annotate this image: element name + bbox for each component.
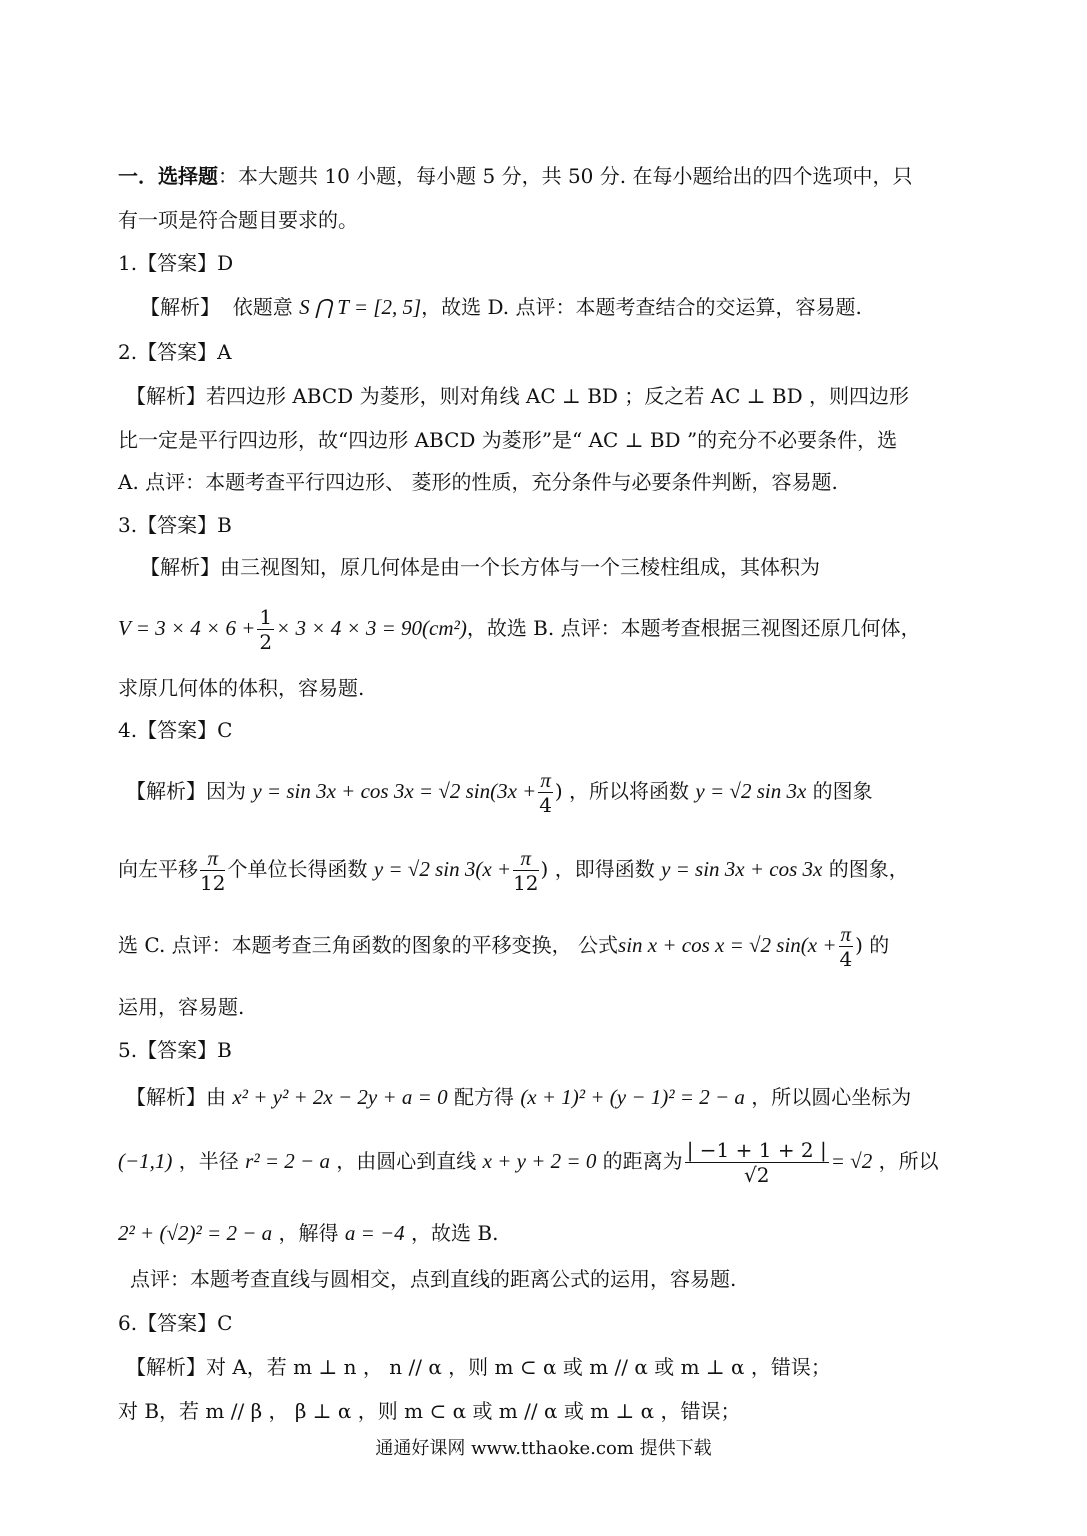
q5-text-2: 配方得 [447,1085,521,1109]
q6-answer: 6.【答案】C [118,1311,233,1335]
q5-text-6: 的距离为 [596,1149,683,1173]
q4-text-5: 个单位长得函数 [227,857,374,881]
q4-frac2-den: 12 [200,871,226,895]
q5-text-4: ，半径 [172,1149,246,1173]
q3-formula-a: V = 3 × 4 × 6 + [118,616,256,640]
q6-line-1: 【解析】对 A，若 m ⊥ n ， n // α ，则 m ⊂ α 或 m // α 或 m ⊥ α ，错误； [126,1355,831,1379]
q5-line-1 [126,1082,911,1112]
q4-formula-1: y = sin 3x + cos 3x = √2 sin(3x + [252,779,537,803]
q5-text-1: 【解析】由 [126,1085,233,1109]
q4-line-4: 运用，容易题. [118,995,245,1019]
q2-answer: 2.【答案】A [118,340,232,364]
q3-line-2 [118,598,921,658]
q4-fraction-1 [538,768,553,817]
q4-frac1-den: 4 [539,793,552,817]
q5-text-3: ，所以圆心坐标为 [744,1085,912,1109]
q4-line-1 [126,764,873,818]
q5-answer: 5.【答案】B [118,1038,232,1062]
q4-formula-5: sin x + cos x = √2 sin(x + [618,933,837,957]
q3-text-2: ，故选 B. 点评：本题考查根据三视图还原几何体， [466,616,921,640]
q5-line-3 [118,1218,498,1248]
q4-formula-2: y = √2 sin 3x [695,779,807,803]
q1-formula: S ⋂ T = [2, 5] [299,295,422,319]
q5-text-5: ，由圆心到直线 [329,1149,483,1173]
q3-fraction-num: 1 [259,605,273,629]
q2-line-3: A. 点评：本题考查平行四边形、 菱形的性质，充分条件与必要条件判断，容易题. [118,470,838,494]
q5-distance-fraction [685,1138,829,1187]
q5-formula-3: (−1,1) [118,1149,173,1173]
q4-fraction-3 [513,846,538,895]
q4-text-3: 的图象 [806,779,873,803]
q5-text-8: ，解得 [272,1221,345,1245]
q5-line-2 [118,1132,939,1190]
q4-frac3-num: π [513,846,538,871]
q4-text-4: 向左平移 [118,857,198,881]
q4-formula-4: y = sin 3x + cos 3x [661,857,823,881]
q1-tag: 【解析】 [140,295,220,319]
q4-fraction-2 [200,846,225,895]
q2-line-2: 比一定是平行四边形，故“四边形 ABCD 为菱形”是“ AC ⊥ BD ”的充分不必要条件，选 [118,428,898,452]
q4-text-6: ) ，即得函数 [540,857,662,881]
q3-fraction [257,605,274,654]
q4-fraction-4 [839,922,854,971]
q5-formula-8: a = −4 [344,1221,405,1245]
q4-formula-3: y = √2 sin 3(x + [373,857,512,881]
q4-text-7: 的图象， [822,857,909,881]
q5-formula-6: = √2 [830,1149,873,1173]
q5-formula-4: r² = 2 − a [245,1149,330,1173]
q5-line-4: 点评：本题考查直线与圆相交，点到直线的距离公式的运用，容易题. [130,1267,737,1291]
section-heading-text: ：本大题共 10 小题，每小题 5 分，共 50 分. 在每小题给出的四个选项中，只 [218,164,913,188]
q3-line-3: 求原几何体的体积，容易题. [118,676,365,700]
q5-text-9: ，故选 B. [404,1221,499,1245]
q4-frac1-num: π [540,768,551,792]
q1-explanation [140,292,862,322]
q1-text-2: ，故选 D. 点评：本题考查结合的交运算，容易题. [421,295,862,319]
q4-line-3 [118,918,889,972]
q5-formula-2: (x + 1)² + (y − 1)² = 2 − a [520,1085,745,1109]
q4-text-2: ) ，所以将函数 [554,779,696,803]
q5-formula-5: x + y + 2 = 0 [482,1149,597,1173]
q3-line-1: 【解析】由三视图知，原几何体是由一个长方体与一个三棱柱组成，其体积为 [140,555,820,579]
q6-line-2: 对 B，若 m // β ， β ⊥ α ，则 m ⊂ α 或 m // α 或 m ⊥ α ，错误； [118,1399,741,1423]
q4-text-8: 选 C. 点评：本题考查三角函数的图象的平移变换， 公式 [118,933,619,957]
q2-line-1: 【解析】若四边形 ABCD 为菱形，则对角线 AC ⊥ BD ；反之若 AC ⊥ BD ，则四边形 [126,384,909,408]
q3-formula-b: × 3 × 4 × 3 = 90(cm²) [276,616,467,640]
q3-answer: 3.【答案】B [118,513,232,537]
q5-text-7: ，所以 [872,1149,939,1173]
q1-answer: 1.【答案】D [118,251,234,275]
section-heading-line-1 [118,161,912,191]
q1-text-1: 依题意 [232,295,300,319]
q4-text-9: ) 的 [855,933,890,957]
q4-answer: 4.【答案】C [118,718,233,742]
q5-distance-num: | −1 + 1 + 2 | [686,1138,827,1162]
q5-distance-den: √2 [743,1163,770,1187]
footer-text: 通通好课网 www.tthaoke.com 提供下载 [375,1438,712,1459]
section-heading: 一．选择题 [118,164,218,188]
q5-formula-7: 2² + (√2)² = 2 − a [118,1221,273,1245]
q4-frac4-den: 4 [839,947,853,971]
q4-frac3-den: 12 [513,871,539,895]
q5-formula-1: x² + y² + 2x − 2y + a = 0 [232,1085,448,1109]
q4-line-2 [118,842,909,896]
q4-frac2-num: π [200,846,225,871]
section-heading-line-2: 有一项是符合题目要求的。 [118,208,358,232]
q3-fraction-den: 2 [259,630,273,654]
q4-text-1: 【解析】因为 [126,779,253,803]
q4-frac4-num: π [840,922,852,946]
